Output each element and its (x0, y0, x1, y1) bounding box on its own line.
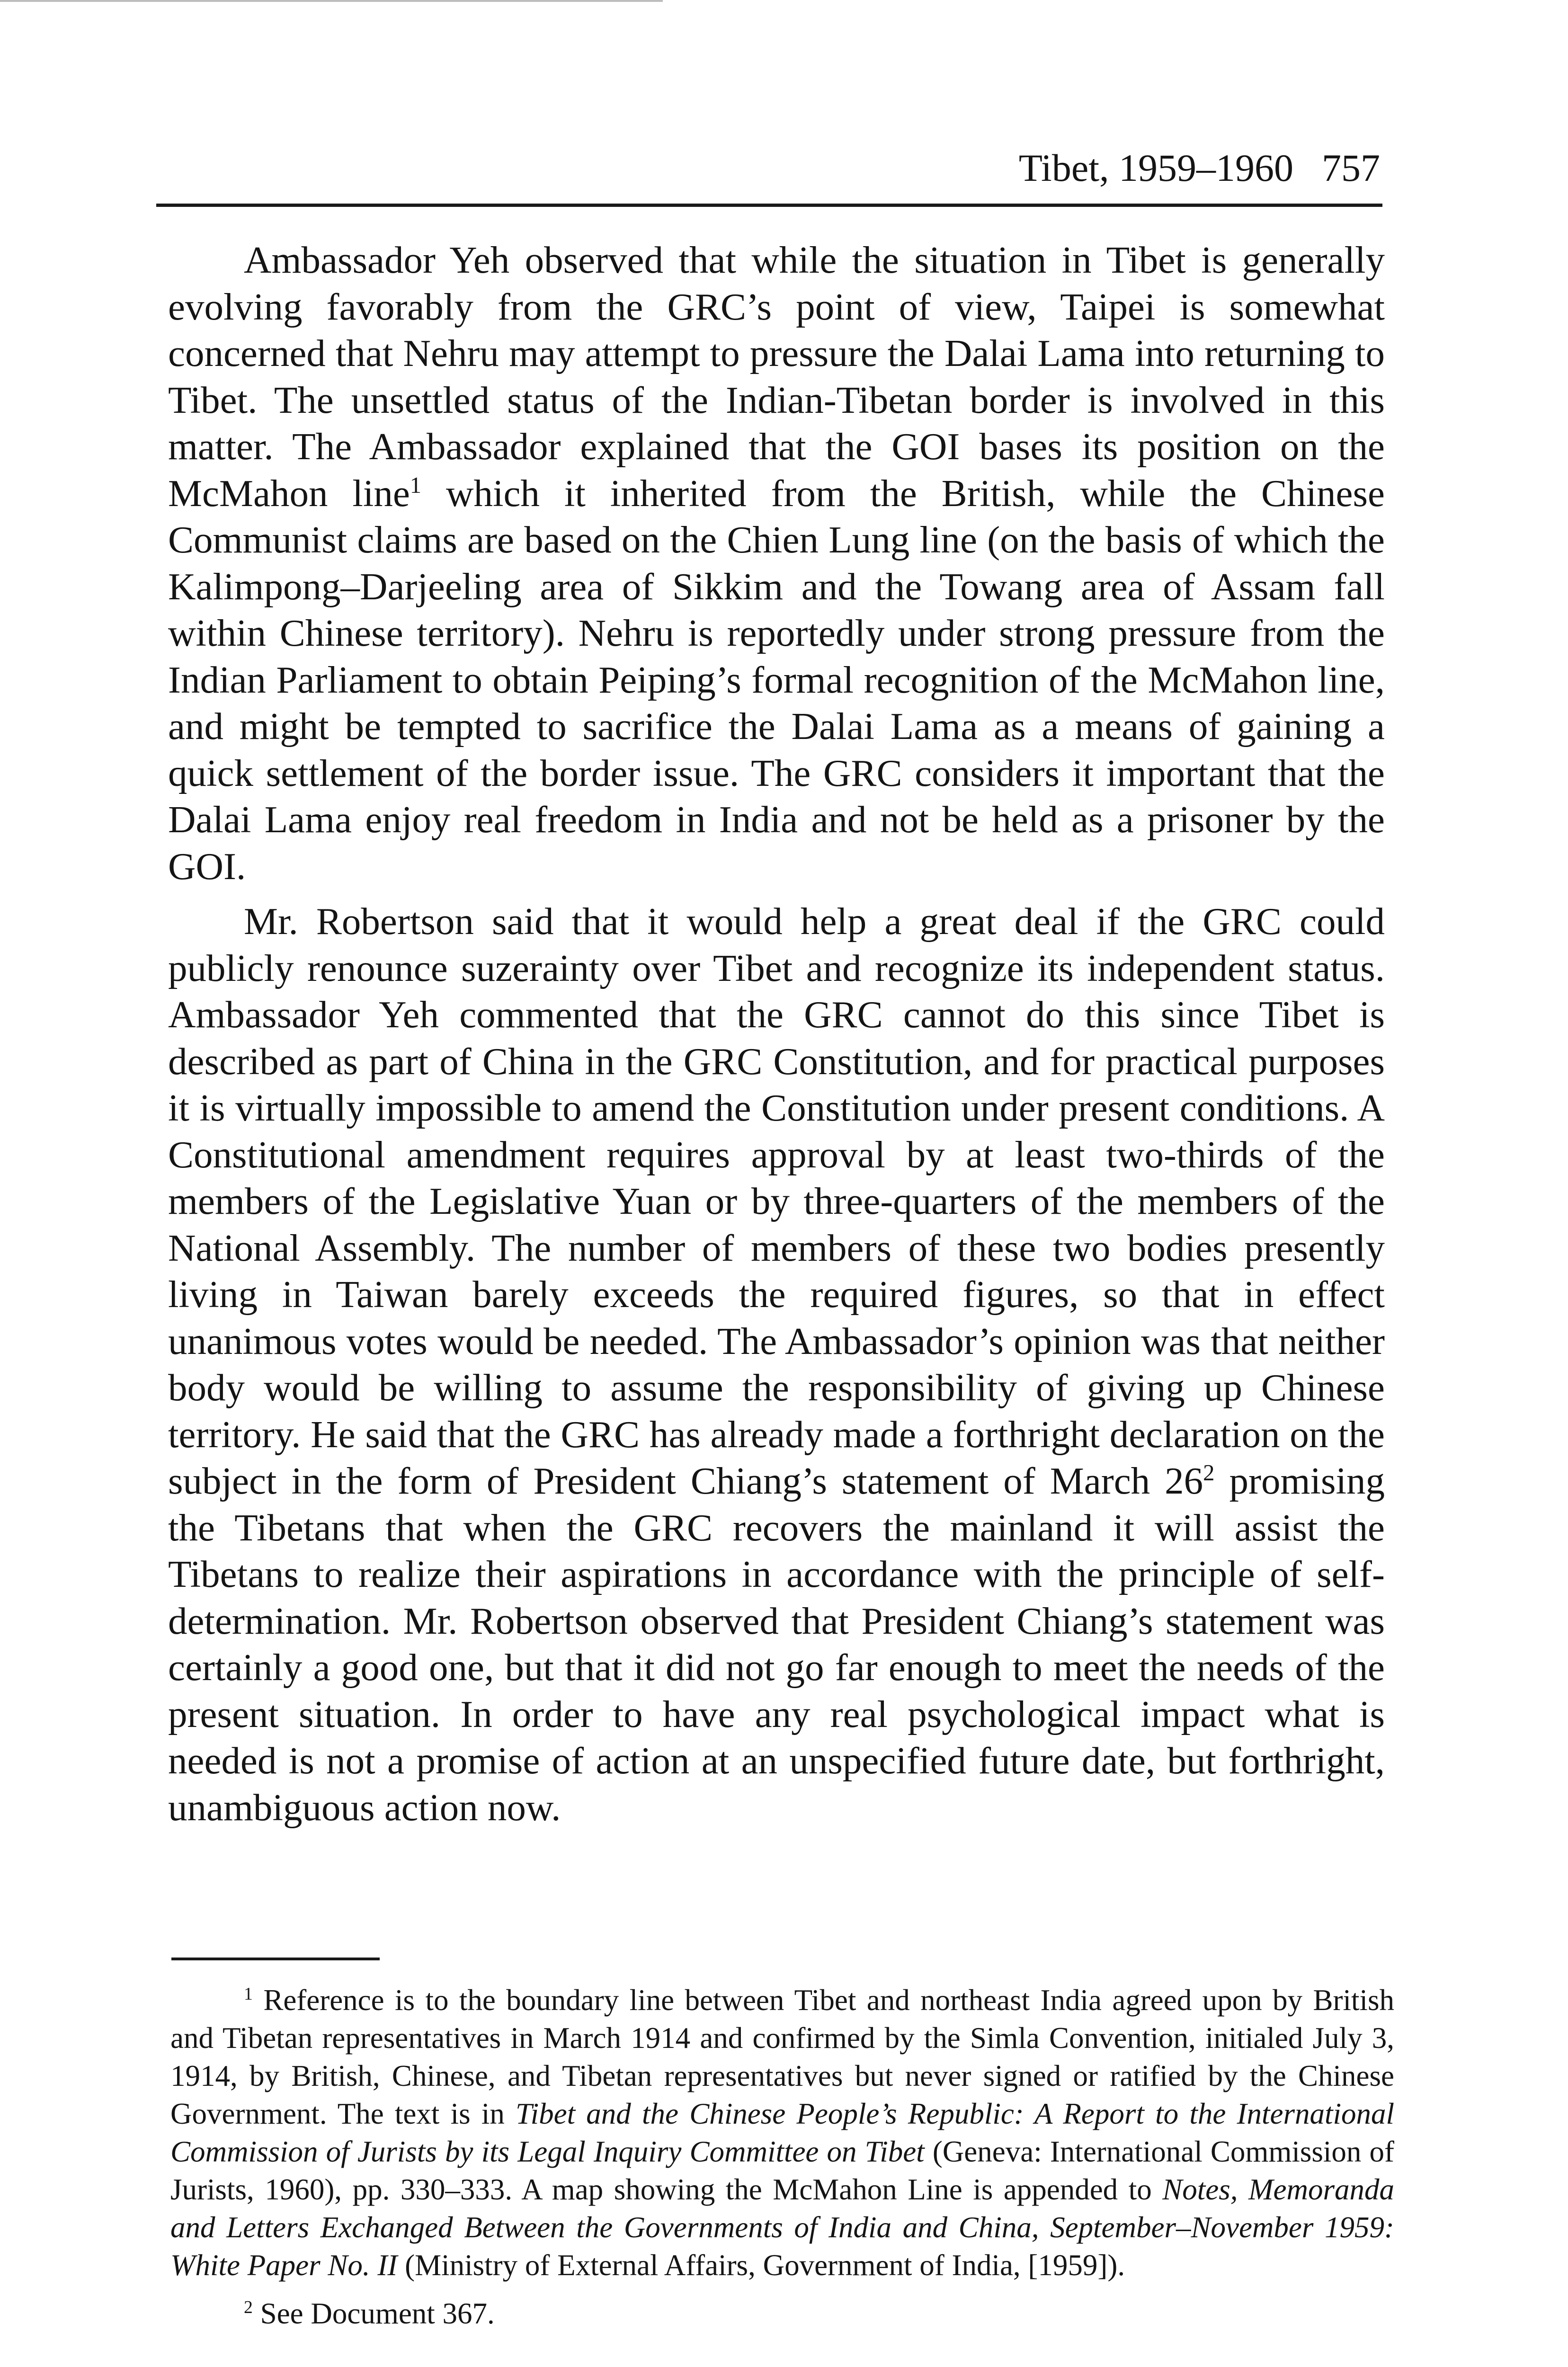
footnote-2 (170, 2295, 1394, 2332)
paragraph-2-text-b: promising the Tibetans that when the GRC recovers the mainland it will assist the Tibetans to realize their aspirations in accordance with the principle of self-determination. Mr. Robertson observed that President Chiang’s statement was certainly a good one, but that it did not go far enough to meet the needs of the present situation. In order to have any real psychological impact what is needed is not a promise of action at an unspecified future date, but forthright, unambiguous action now. (168, 1459, 1385, 1829)
paragraph-1 (168, 237, 1385, 890)
footnote-2-marker: 2 (244, 2297, 253, 2317)
footnotes (170, 1981, 1394, 2343)
paragraph-1-text-a: Ambassador Yeh observed that while the situation in Tibet is generally evolving favorably from the GRC’s point of view, Taipei is somewhat concerned that Nehru may attempt to pressure the Dalai Lama into returning to Tibet. The unsettled status of the Indian-Tibetan border is involved in this matter. The Ambassador explained that the GOI bases its position on the McMahon line (168, 239, 1385, 515)
paragraph-2 (168, 898, 1385, 1831)
footnote-1-title-b: Notes, Memoranda and Letters Exchanged Between the Governments of India and China, September–November 1959: White Paper No. II (170, 2173, 1394, 2282)
footnote-ref-1: 1 (410, 472, 422, 498)
paragraph-2-text-a: Mr. Robertson said that it would help a great deal if the GRC could publicly renounce suzerainty over Tibet and recognize its independent status. Ambassador Yeh commented that the GRC cannot do this since Tibet is described as part of China in the GRC Constitution, and for practical purposes it is virtually impossible to amend the Constitution under present conditions. A Constitutional amendment requires approval by at least two-thirds of the members of the Legislative Yuan or by three-quarters of the members of the National Assembly. The number of members of these two bodies presently living in Taiwan barely exceeds the required figures, so that in effect unanimous votes would be needed. The Ambassador’s opinion was that neither body would be willing to assume the responsibility of giving up Chinese territory. He said that the GRC has already made a forthright declaration on the subject in the form of President Chiang’s statement of March 26 (168, 900, 1385, 1502)
footnote-rule (171, 1958, 380, 1960)
footnote-1-text-a: Reference is to the boundary line between Tibet and northeast India agreed upon by British and Tibetan representatives in March 1914 and confirmed by the Simla Convention, initialed July 3, 1914, by British, Chinese, and Tibetan representatives but never signed or ratified by the Chinese Government. The text is in (170, 1984, 1394, 2130)
footnote-ref-2: 2 (1203, 1460, 1215, 1486)
paragraph-1-text-b: which it inherited from the British, while the Chinese Communist claims are based on the Chien Lung line (on the basis of which the Kalimpong–Darjeeling area of Sikkim and the Towang area of Assam fall within Chinese territory). Nehru is reportedly under strong pressure from the Indian Parliament to obtain Peiping’s formal recognition of the McMahon line, and might be tempted to sacrifice the Dalai Lama as a means of gaining a quick settlement of the border issue. The GRC considers it important that the Dalai Lama enjoy real freedom in India and not be held as a prisoner by the GOI. (168, 472, 1385, 888)
footnote-2-text: See Document 367. (260, 2297, 495, 2330)
header-text (1019, 142, 1380, 194)
scan-edge (0, 0, 663, 2)
footnote-1-title-a: Tibet and the Chinese People’s Republic: A Report to the International Commission of Jurists by its Legal Inquiry Committee on Tibet (170, 2097, 1394, 2168)
page-number: 757 (1322, 146, 1380, 189)
running-header (170, 142, 1380, 199)
footnote-1 (170, 1981, 1394, 2284)
footnote-1-text-b: (Geneva: International Commission of Jurists, 1960), pp. 330–333. A map showing the McMahon Line is appended to (170, 2135, 1395, 2206)
header-title: Tibet, 1959–1960 (1018, 146, 1293, 189)
footnote-1-text-c: (Ministry of External Affairs, Government of India, [1959]). (397, 2249, 1125, 2282)
footnote-1-marker: 1 (244, 1984, 253, 2004)
main-text (168, 237, 1385, 1839)
header-rule (156, 204, 1382, 207)
